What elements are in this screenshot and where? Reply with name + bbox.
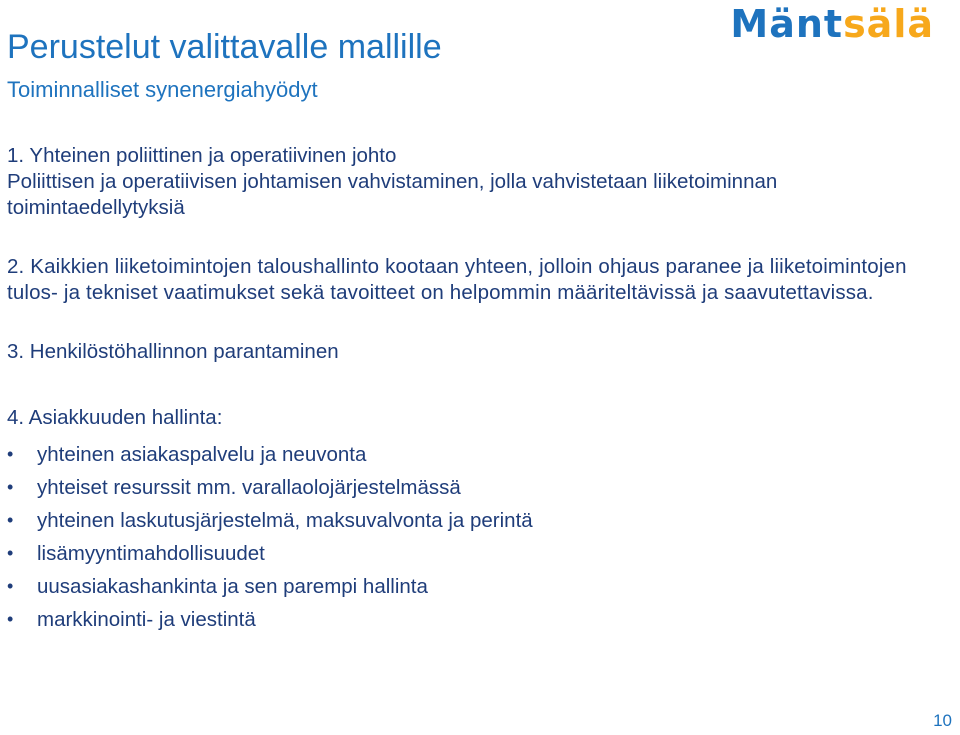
bullet-text: yhteinen laskutusjärjestelmä, maksuvalvonta ja perintä bbox=[37, 509, 533, 532]
point-4-heading: 4. Asiakkuuden hallinta: bbox=[7, 406, 223, 429]
bullet-icon: • bbox=[7, 477, 14, 497]
point-2-text: 2. Kaikkien liiketoimintojen taloushallinto kootaan yhteen, jolloin ohjaus paranee ja liiketoimintojen tulos- ja tekniset vaatimukset sekä tavoitteet on helpommin määriteltävissä ja saavutettavissa. bbox=[7, 255, 907, 304]
point-3-heading: 3. Henkilöstöhallinnon parantaminen bbox=[7, 340, 339, 363]
bullet-text: yhteinen asiakaspalvelu ja neuvonta bbox=[37, 443, 367, 466]
point-2 bbox=[7, 254, 942, 306]
slide-subtitle: Toiminnalliset synenergiahyödyt bbox=[7, 77, 318, 102]
bullet-item bbox=[7, 471, 942, 504]
slide-content bbox=[7, 143, 942, 636]
bullet-text: uusasiakashankinta ja sen parempi hallinta bbox=[37, 575, 428, 598]
bullet-text: yhteiset resurssit mm. varallaolojärjestelmässä bbox=[37, 476, 461, 499]
bullet-icon: • bbox=[7, 576, 14, 596]
bullet-item bbox=[7, 570, 942, 603]
bullet-item bbox=[7, 537, 942, 570]
point-1-body: Poliittisen ja operatiivisen johtamisen vahvistaminen, jolla vahvistetaan liiketoiminnan toimintaedellytyksiä bbox=[7, 170, 778, 219]
point-4-bullet-list bbox=[7, 438, 942, 636]
bullet-icon: • bbox=[7, 510, 14, 530]
point-1-heading: 1. Yhteinen poliittinen ja operatiivinen johto bbox=[7, 144, 397, 167]
bullet-item bbox=[7, 438, 942, 471]
point-4 bbox=[7, 405, 942, 636]
page-number: 10 bbox=[933, 711, 952, 730]
bullet-icon: • bbox=[7, 609, 14, 629]
point-3 bbox=[7, 339, 942, 365]
bullet-text: lisämyyntimahdollisuudet bbox=[37, 542, 265, 565]
slide-title: Perustelut valittavalle mallille bbox=[7, 28, 442, 66]
point-1 bbox=[7, 143, 942, 221]
bullet-item bbox=[7, 603, 942, 636]
bullet-icon: • bbox=[7, 444, 14, 464]
logo-text-part1: Mänt bbox=[730, 2, 844, 46]
mantsala-logo bbox=[730, 2, 934, 48]
bullet-text: markkinointi- ja viestintä bbox=[37, 608, 256, 631]
bullet-item bbox=[7, 504, 942, 537]
bullet-icon: • bbox=[7, 543, 14, 563]
logo-text-part2: sälä bbox=[843, 2, 934, 46]
